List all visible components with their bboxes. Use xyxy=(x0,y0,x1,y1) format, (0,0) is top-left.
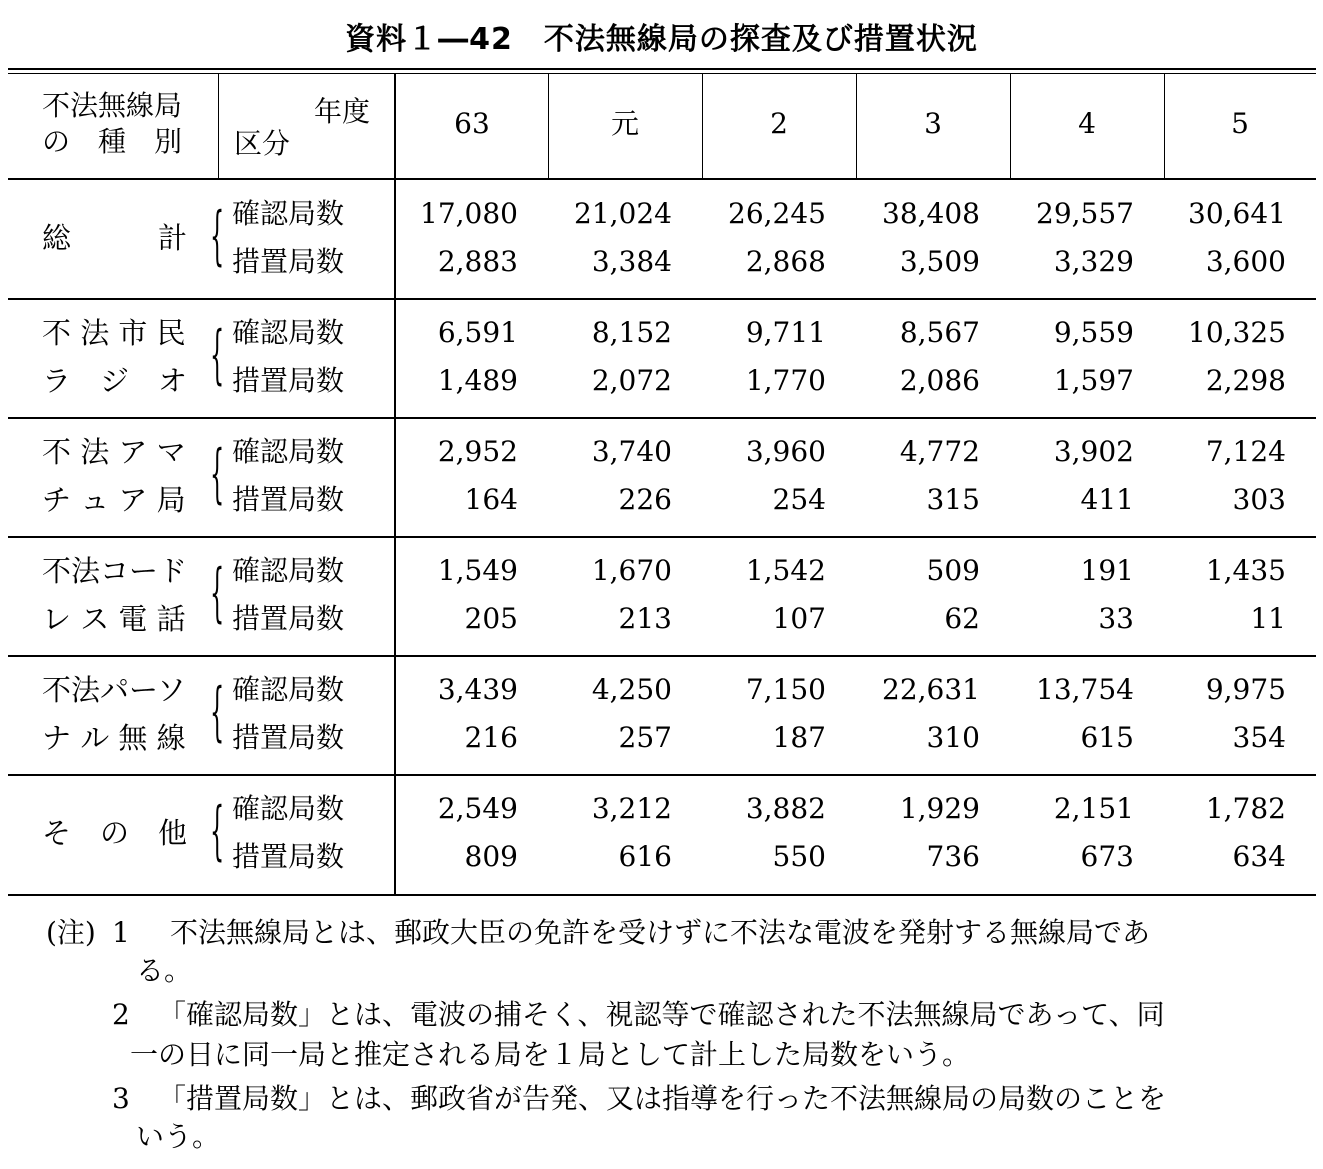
brace-icon: { xyxy=(210,437,225,511)
year-header-0: 63 xyxy=(454,107,490,140)
bottom-rule xyxy=(8,894,1316,896)
value-cell: 315 xyxy=(926,483,980,516)
group-divider xyxy=(8,417,1316,419)
value-cell: 1,435 xyxy=(1205,554,1286,587)
category-label-line1: 不法コード xyxy=(42,554,188,588)
brace-icon: { xyxy=(210,199,225,273)
value-cell: 1,489 xyxy=(437,364,518,397)
value-cell: 809 xyxy=(464,840,518,873)
group-divider xyxy=(8,298,1316,300)
value-cell: 254 xyxy=(772,483,826,516)
value-cell: 3,600 xyxy=(1205,245,1286,278)
value-cell: 1,597 xyxy=(1053,364,1134,397)
value-cell: 216 xyxy=(464,721,518,754)
header-divider-left xyxy=(218,74,219,178)
value-cell: 1,542 xyxy=(745,554,826,587)
row-type-label-confirmed: 確認局数 xyxy=(232,673,345,706)
value-cell: 615 xyxy=(1080,721,1134,754)
top-rule-thin xyxy=(8,73,1316,74)
kubun-label: 区分 xyxy=(234,127,291,160)
value-cell: 3,902 xyxy=(1053,435,1134,468)
value-cell: 213 xyxy=(618,602,672,635)
note-prefix: (注) xyxy=(46,916,96,949)
value-cell: 1,929 xyxy=(899,792,980,825)
value-cell: 3,882 xyxy=(745,792,826,825)
value-cell: 7,150 xyxy=(745,673,826,706)
value-cell: 8,152 xyxy=(591,316,672,349)
value-cell: 8,567 xyxy=(899,316,980,349)
value-cell: 13,754 xyxy=(1036,673,1134,706)
column-divider xyxy=(702,74,703,178)
value-cell: 2,883 xyxy=(437,245,518,278)
value-cell: 634 xyxy=(1232,840,1286,873)
row-type-label-measures: 措置局数 xyxy=(232,721,345,754)
top-rule-thick xyxy=(8,68,1316,70)
brace-icon: { xyxy=(210,556,225,630)
value-cell: 3,212 xyxy=(591,792,672,825)
value-cell: 4,772 xyxy=(899,435,980,468)
group-divider xyxy=(8,536,1316,538)
group-divider xyxy=(8,655,1316,657)
value-cell: 411 xyxy=(1080,483,1134,516)
value-cell: 303 xyxy=(1232,483,1286,516)
row-type-label-measures: 措置局数 xyxy=(232,602,345,635)
row-type-label-measures: 措置局数 xyxy=(232,840,345,873)
column-divider xyxy=(856,74,857,178)
value-cell: 550 xyxy=(772,840,826,873)
value-cell: 3,384 xyxy=(591,245,672,278)
value-cell: 1,549 xyxy=(437,554,518,587)
category-label-line1: 不 法 ア マ xyxy=(42,435,186,469)
value-cell: 6,591 xyxy=(437,316,518,349)
value-cell: 3,740 xyxy=(591,435,672,468)
value-cell: 2,952 xyxy=(437,435,518,468)
value-cell: 3,329 xyxy=(1053,245,1134,278)
note-3-line-b: いう。 xyxy=(136,1120,221,1153)
value-cell: 7,124 xyxy=(1205,435,1286,468)
note-2-line-a: 「確認局数」とは、電波の捕そく、視認等で確認された不法無線局であって、同 xyxy=(158,998,1165,1031)
year-header-1: 元 xyxy=(610,107,639,140)
value-cell: 1,782 xyxy=(1205,792,1286,825)
year-header-4: 4 xyxy=(1078,107,1096,140)
note-2-line-b: 一の日に同一局と推定される局を１局として計上した局数をいう。 xyxy=(130,1038,971,1071)
value-cell: 62 xyxy=(944,602,980,635)
category-label-line1: 不 法 市 民 xyxy=(42,316,186,350)
note-1-number: 1 xyxy=(112,916,130,949)
value-cell: 107 xyxy=(772,602,826,635)
value-cell: 616 xyxy=(618,840,672,873)
row-type-label-measures: 措置局数 xyxy=(232,483,345,516)
brace-icon: { xyxy=(210,794,225,868)
header-bottom-rule xyxy=(8,178,1316,180)
value-cell: 1,670 xyxy=(591,554,672,587)
row-type-label-measures: 措置局数 xyxy=(232,245,345,278)
nendo-label: 年度 xyxy=(314,95,371,128)
data-table xyxy=(8,68,1316,896)
row-type-label-confirmed: 確認局数 xyxy=(232,316,345,349)
year-header-2: 2 xyxy=(770,107,788,140)
note-1-line-b: る。 xyxy=(136,954,193,987)
value-cell: 26,245 xyxy=(728,197,826,230)
row-type-label-confirmed: 確認局数 xyxy=(232,554,345,587)
value-cell: 2,072 xyxy=(591,364,672,397)
category-label-line2: ナ ル 無 線 xyxy=(42,721,186,755)
column-divider xyxy=(548,74,549,178)
value-cell: 10,325 xyxy=(1188,316,1286,349)
value-cell: 30,641 xyxy=(1188,197,1286,230)
value-cell: 38,408 xyxy=(882,197,980,230)
year-header-5: 5 xyxy=(1231,107,1249,140)
value-cell: 2,298 xyxy=(1205,364,1286,397)
row-type-label-confirmed: 確認局数 xyxy=(232,792,345,825)
row-type-label-confirmed: 確認局数 xyxy=(232,435,345,468)
category-label-line1: 不法パーソ xyxy=(42,673,186,707)
brace-icon: { xyxy=(210,318,225,392)
value-cell: 226 xyxy=(618,483,672,516)
label-divider xyxy=(394,74,396,894)
row-type-label-measures: 措置局数 xyxy=(232,364,345,397)
value-cell: 673 xyxy=(1080,840,1134,873)
category-header-line2: の 種 別 xyxy=(42,125,183,158)
category-label-line1: 総 計 xyxy=(42,221,188,255)
value-cell: 29,557 xyxy=(1036,197,1134,230)
note-2-number: 2 xyxy=(112,998,130,1031)
column-divider xyxy=(1010,74,1011,178)
brace-icon: { xyxy=(210,675,225,749)
category-header-line1: 不法無線局 xyxy=(42,89,183,122)
category-label-line2: ラ ジ オ xyxy=(42,364,188,398)
value-cell: 310 xyxy=(926,721,980,754)
value-cell: 354 xyxy=(1232,721,1286,754)
value-cell: 9,559 xyxy=(1053,316,1134,349)
value-cell: 2,086 xyxy=(899,364,980,397)
value-cell: 11 xyxy=(1250,602,1286,635)
value-cell: 22,631 xyxy=(882,673,980,706)
value-cell: 21,024 xyxy=(574,197,672,230)
group-divider xyxy=(8,774,1316,776)
value-cell: 3,960 xyxy=(745,435,826,468)
page-title: 資料１―42 不法無線局の探査及び措置状況 xyxy=(345,22,978,57)
value-cell: 736 xyxy=(926,840,980,873)
category-label-line2: レ ス 電 話 xyxy=(42,602,186,636)
year-header-3: 3 xyxy=(924,107,942,140)
column-divider xyxy=(1164,74,1165,178)
value-cell: 205 xyxy=(464,602,518,635)
value-cell: 257 xyxy=(618,721,672,754)
value-cell: 1,770 xyxy=(745,364,826,397)
value-cell: 187 xyxy=(772,721,826,754)
value-cell: 509 xyxy=(926,554,980,587)
category-label-line1: そ の 他 xyxy=(42,816,188,850)
value-cell: 17,080 xyxy=(420,197,518,230)
note-3-number: 3 xyxy=(112,1082,130,1115)
value-cell: 9,711 xyxy=(745,316,826,349)
row-type-label-confirmed: 確認局数 xyxy=(232,197,345,230)
value-cell: 164 xyxy=(464,483,518,516)
note-3-line-a: 「措置局数」とは、郵政省が告発、又は指導を行った不法無線局の局数のことを xyxy=(158,1082,1167,1115)
value-cell: 33 xyxy=(1098,602,1134,635)
value-cell: 191 xyxy=(1080,554,1134,587)
value-cell: 3,509 xyxy=(899,245,980,278)
value-cell: 2,549 xyxy=(437,792,518,825)
note-1-line-a: 不法無線局とは、郵政大臣の免許を受けずに不法な電波を発射する無線局であ xyxy=(170,916,1151,949)
value-cell: 3,439 xyxy=(437,673,518,706)
value-cell: 2,151 xyxy=(1053,792,1134,825)
category-label-line2: チ ュ ア 局 xyxy=(42,483,186,517)
value-cell: 9,975 xyxy=(1205,673,1286,706)
value-cell: 2,868 xyxy=(745,245,826,278)
value-cell: 4,250 xyxy=(591,673,672,706)
